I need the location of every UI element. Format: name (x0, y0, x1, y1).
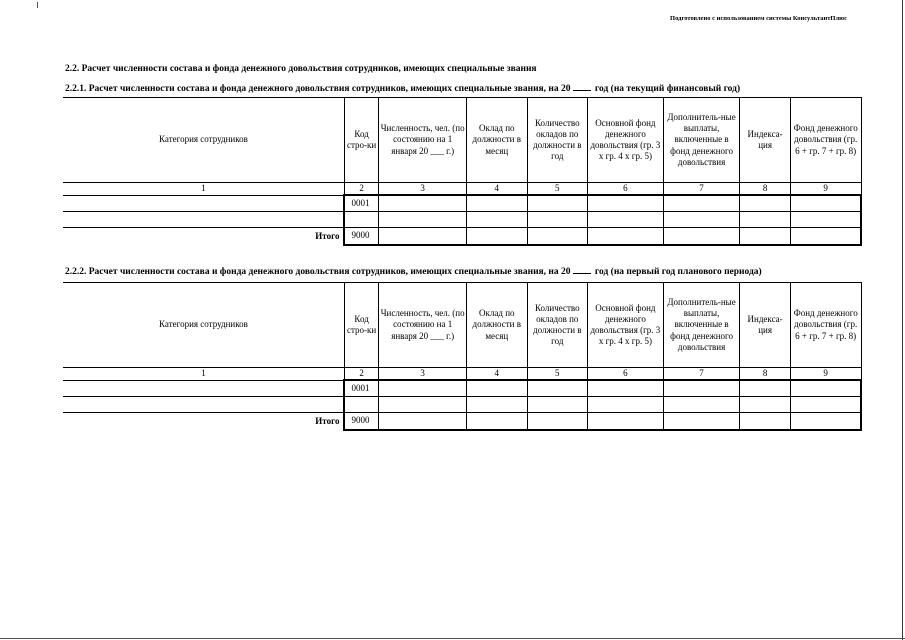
col-header-code: Код стро-ки (344, 283, 378, 368)
header-note: Подготовлено с использованием системы КонсультантПлюс (670, 15, 847, 22)
table2-title (65, 265, 762, 277)
table-first-planning-year (63, 282, 862, 431)
col-number: 1 (63, 183, 344, 196)
total-headcount-cell[interactable] (379, 413, 467, 431)
column-numbers-row (63, 368, 861, 381)
col-header-headcount: Численность, чел. (по состоянию на 1 января 20 ___ г.) (379, 98, 467, 183)
table-row (63, 397, 861, 413)
total-label: Итого (315, 230, 340, 241)
page-edge-right (902, 0, 903, 640)
header-row (63, 98, 861, 183)
category-cell[interactable] (63, 397, 344, 413)
col-header-indexation: Индекса-ция (740, 98, 790, 183)
total-additional-payments-cell[interactable] (663, 413, 740, 431)
table2-title-before: 2.2.2. Расчет численности состава и фонда денежного довольствия сотрудников, имеющих специальные звания, на 20 (65, 267, 571, 277)
table-current-year (63, 97, 862, 246)
col-number: 4 (467, 368, 528, 381)
col-header-basic-fund: Основной фонд денежного довольствия (гр. 3 х гр. 4 х гр. 5) (588, 283, 664, 368)
row-code-cell: 0001 (344, 195, 378, 212)
row-code-cell: 0001 (344, 380, 378, 397)
headcount-cell[interactable] (379, 380, 467, 397)
total-salary-count-cell[interactable] (527, 413, 588, 431)
col-number: 5 (527, 368, 588, 381)
col-header-category: Категория сотрудников (63, 98, 344, 183)
col-header-basic-fund: Основной фонд денежного довольствия (гр. 3 х гр. 4 х гр. 5) (588, 98, 664, 183)
table1-title-after: год (на текущий финансовый год) (594, 84, 741, 94)
col-number: 8 (740, 183, 790, 196)
col-header-total-fund: Фонд денежного довольствия (гр. 6 + гр. 7 + гр. 8) (790, 98, 861, 183)
year-blank (573, 82, 591, 91)
col-number: 9 (790, 183, 861, 196)
total-fund-cell[interactable] (790, 195, 861, 212)
total-basic-fund-cell[interactable] (588, 413, 664, 431)
col-header-salary: Оклад по должности в месяц (467, 283, 528, 368)
row-code-cell (344, 212, 378, 228)
indexation-cell[interactable] (740, 212, 790, 228)
table1-title (65, 82, 740, 94)
total-fund-cell[interactable] (790, 380, 861, 397)
additional-payments-cell[interactable] (663, 195, 740, 212)
col-header-additional-payments: Дополнитель-ные выплаты, включенные в фонд денежного довольствия (663, 98, 740, 183)
salary-cell[interactable] (467, 212, 528, 228)
basic-fund-cell[interactable] (588, 195, 664, 212)
category-cell[interactable] (63, 212, 344, 228)
total-fund-total-cell[interactable] (790, 228, 861, 246)
total-fund-total-cell[interactable] (790, 413, 861, 431)
salary-count-cell[interactable] (527, 195, 588, 212)
page-edge-bottom (0, 638, 905, 639)
col-number: 6 (588, 368, 664, 381)
total-salary-count-cell[interactable] (527, 228, 588, 246)
headcount-cell[interactable] (379, 397, 467, 413)
additional-payments-cell[interactable] (663, 397, 740, 413)
salary-cell[interactable] (467, 397, 528, 413)
headcount-cell[interactable] (379, 212, 467, 228)
col-number: 9 (790, 368, 861, 381)
basic-fund-cell[interactable] (588, 380, 664, 397)
total-headcount-cell[interactable] (379, 228, 467, 246)
salary-cell[interactable] (467, 195, 528, 212)
col-header-salary-count: Количество окладов по должности в год (527, 283, 588, 368)
indexation-cell[interactable] (740, 380, 790, 397)
salary-count-cell[interactable] (527, 397, 588, 413)
col-number: 3 (379, 183, 467, 196)
salary-cell[interactable] (467, 380, 528, 397)
category-cell[interactable] (63, 195, 344, 212)
headcount-cell[interactable] (379, 195, 467, 212)
col-header-additional-payments: Дополнитель-ные выплаты, включенные в фонд денежного довольствия (663, 283, 740, 368)
salary-count-cell[interactable] (527, 380, 588, 397)
col-number: 8 (740, 368, 790, 381)
col-header-category: Категория сотрудников (63, 283, 344, 368)
table2-title-after: год (на первый год планового периода) (594, 267, 762, 277)
section-title: 2.2. Расчет численности состава и фонда денежного довольствия сотрудников, имеющих специальные звания (65, 64, 537, 74)
col-header-headcount: Численность, чел. (по состоянию на 1 января 20 ___ г.) (379, 283, 467, 368)
total-basic-fund-cell[interactable] (588, 228, 664, 246)
col-header-total-fund: Фонд денежного довольствия (гр. 6 + гр. 7 + гр. 8) (790, 283, 861, 368)
salary-count-cell[interactable] (527, 212, 588, 228)
row-code-cell (344, 397, 378, 413)
total-fund-cell[interactable] (790, 212, 861, 228)
col-number: 3 (379, 368, 467, 381)
total-salary-cell[interactable] (467, 413, 528, 431)
scan-corner-mark (37, 2, 38, 8)
additional-payments-cell[interactable] (663, 380, 740, 397)
col-number: 6 (588, 183, 664, 196)
column-numbers-row (63, 183, 861, 196)
total-indexation-cell[interactable] (740, 228, 790, 246)
col-header-salary: Оклад по должности в месяц (467, 98, 528, 183)
total-code-cell: 9000 (344, 413, 378, 431)
table-row (63, 212, 861, 228)
col-number: 4 (467, 183, 528, 196)
indexation-cell[interactable] (740, 195, 790, 212)
col-number: 7 (663, 183, 740, 196)
category-cell[interactable] (63, 380, 344, 397)
col-header-salary-count: Количество окладов по должности в год (527, 98, 588, 183)
table-row (63, 380, 861, 397)
basic-fund-cell[interactable] (588, 212, 664, 228)
col-number: 7 (663, 368, 740, 381)
col-number: 2 (344, 183, 378, 196)
total-additional-payments-cell[interactable] (663, 228, 740, 246)
col-number: 1 (63, 368, 344, 381)
col-header-indexation: Индекса-ция (740, 283, 790, 368)
total-salary-cell[interactable] (467, 228, 528, 246)
indexation-cell[interactable] (740, 397, 790, 413)
table-row (63, 195, 861, 212)
total-indexation-cell[interactable] (740, 413, 790, 431)
total-fund-cell[interactable] (790, 397, 861, 413)
col-header-code: Код стро-ки (344, 98, 378, 183)
table1-title-before: 2.2.1. Расчет численности состава и фонда денежного довольствия сотрудников, имеющих специальные звания, на 20 (65, 84, 571, 94)
basic-fund-cell[interactable] (588, 397, 664, 413)
year-blank (573, 265, 591, 274)
additional-payments-cell[interactable] (663, 212, 740, 228)
col-number: 2 (344, 368, 378, 381)
total-code-cell: 9000 (344, 228, 378, 246)
total-row (63, 413, 861, 431)
col-number: 5 (527, 183, 588, 196)
header-row (63, 283, 861, 368)
total-row (63, 228, 861, 246)
total-label: Итого (315, 415, 340, 426)
